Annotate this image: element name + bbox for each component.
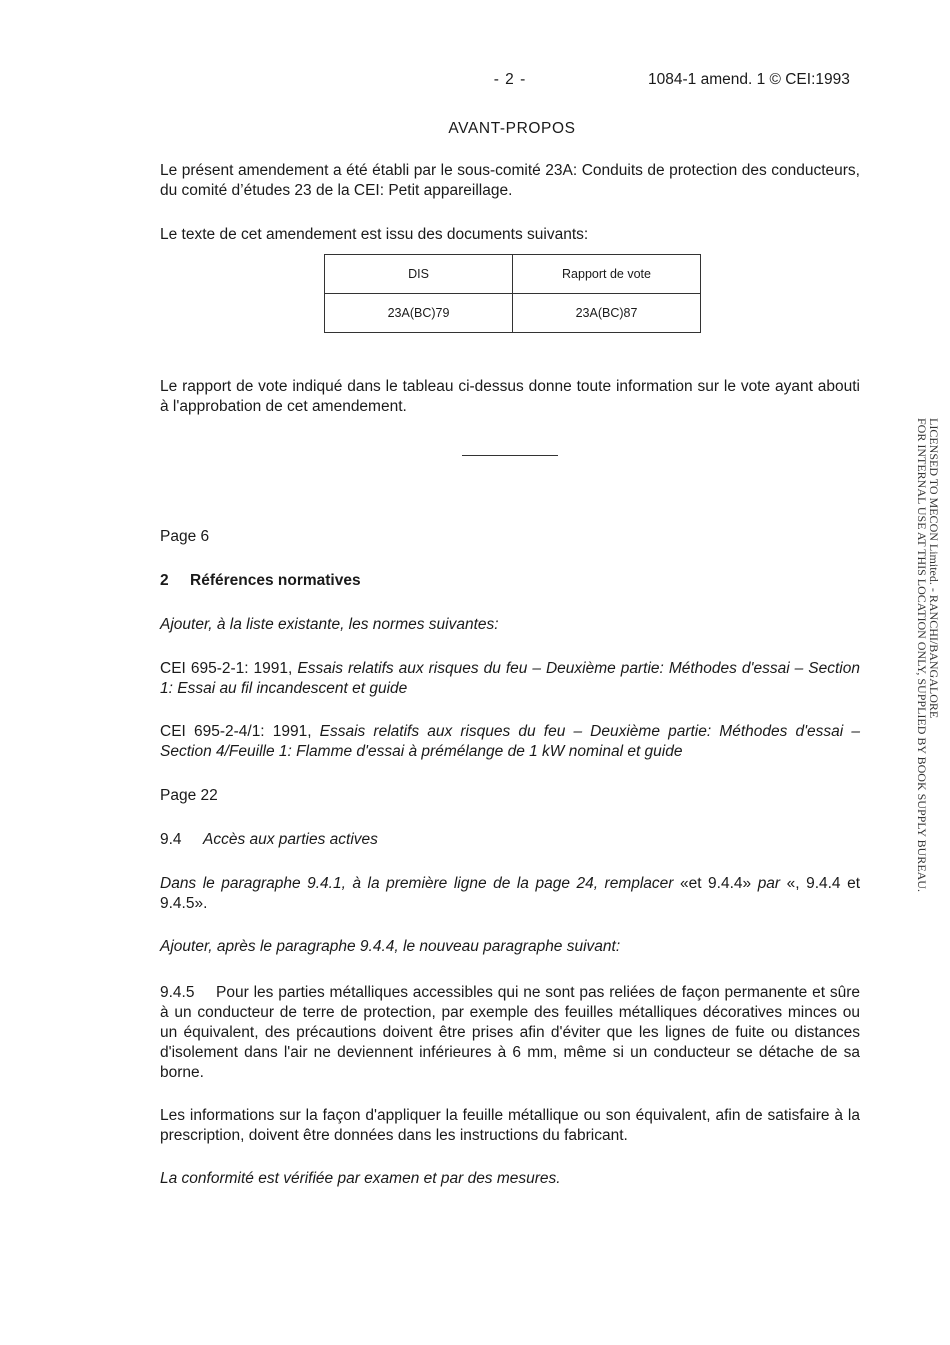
page-22-label: Page 22 [160,787,218,804]
table-header-cell: Rapport de vote [513,255,701,294]
add-instruction: Ajouter, après le paragraphe 9.4.4, le nouveau paragraphe suivant: [160,938,621,955]
license-stamp-line-2: FOR INTERNAL USE AT THIS LOCATION ONLY, SUPPLIED BY BOOK SUPPLY BUREAU. [915,418,929,892]
reference-code: CEI 695-2-1: 1991, [160,660,293,677]
table-cell: 23A(BC)79 [325,294,513,333]
new-paragraph-text: Pour les parties métalliques accessibles qui ne sont pas reliées de façon permanente et sûre à un conducteur de terre de protection, par exemple des feuilles métalliques décoratives minces ou un équivalent, des précautions doivent être prises afin d'éviter que les lignes de fuite ou distances d'isolement dans l'air ne deviennent inférieures à 6 mm, même si un conducteur se détache de sa borne. [160,984,860,1081]
reference-title: Essais relatifs aux risques du feu – Deuxième partie: Méthodes d'essai – Section 1: Essai au fil incandescent et guide [160,660,860,697]
section-title: Références normatives [190,572,361,589]
normative-instruction: Ajouter, à la liste existante, les normes suivantes: [160,616,499,633]
document-reference: 1084-1 amend. 1 © CEI:1993 [648,71,850,88]
replace-new-text: «, 9.4.4 et 9.4.5». [160,875,861,912]
section-divider [462,455,558,456]
vote-documents-table [324,254,701,333]
table-header-cell: DIS [325,255,513,294]
clause-title: Accès aux parties actives [203,831,378,848]
table-header-row [325,255,701,294]
clause-number: 9.4 [160,831,182,848]
new-paragraph [160,983,860,1083]
clause-heading [160,830,860,850]
license-stamp-line-1: LICENSED TO MECON Limited. - RANCHI/BANGALORE [927,418,941,719]
replace-instruction [160,874,860,914]
reference-title: Essais relatifs aux risques du feu – Deuxième partie: Méthodes d'essai – Section 4/Feuille 1: Flamme d'essai à prémélange de 1 kW nominal et guide [160,723,860,760]
conformity-statement: La conformité est vérifiée par examen et par des mesures. [160,1170,561,1187]
normative-reference-2 [160,722,860,762]
info-paragraph: Les informations sur la façon d'appliquer la feuille métallique ou son équivalent, afin de satisfaire à la prescription, doivent être données dans les instructions du fabricant. [160,1107,860,1144]
replace-old-text: «et 9.4.4» [679,875,752,892]
foreword-title: AVANT-PROPOS [448,120,576,137]
section-number: 2 [160,572,169,589]
foreword-intro: Le présent amendement a été établi par le sous-comité 23A: Conduits de protection des conducteurs, du comité d’études 23 de la CEI: Petit appareillage. [160,162,860,199]
foreword-source-text: Le texte de cet amendement est issu des documents suivants: [160,226,589,243]
replace-instruction-text: Dans le paragraphe 9.4.1, à la première ligne de la page 24, remplacer [160,875,674,892]
table-row [325,294,701,333]
page-6-label: Page 6 [160,528,210,545]
vote-note: Le rapport de vote indiqué dans le tableau ci-dessus donne toute information sur le vote ayant abouti à l'approbation de cet amendement. [160,378,860,415]
license-stamp [916,418,940,892]
page-number: - 2 - [493,71,527,88]
new-paragraph-number: 9.4.5 [160,984,195,1001]
normative-reference-1 [160,659,860,699]
replace-word: par [757,875,781,892]
reference-code: CEI 695-2-4/1: 1991, [160,723,312,740]
table-cell: 23A(BC)87 [513,294,701,333]
section-heading [160,571,860,591]
